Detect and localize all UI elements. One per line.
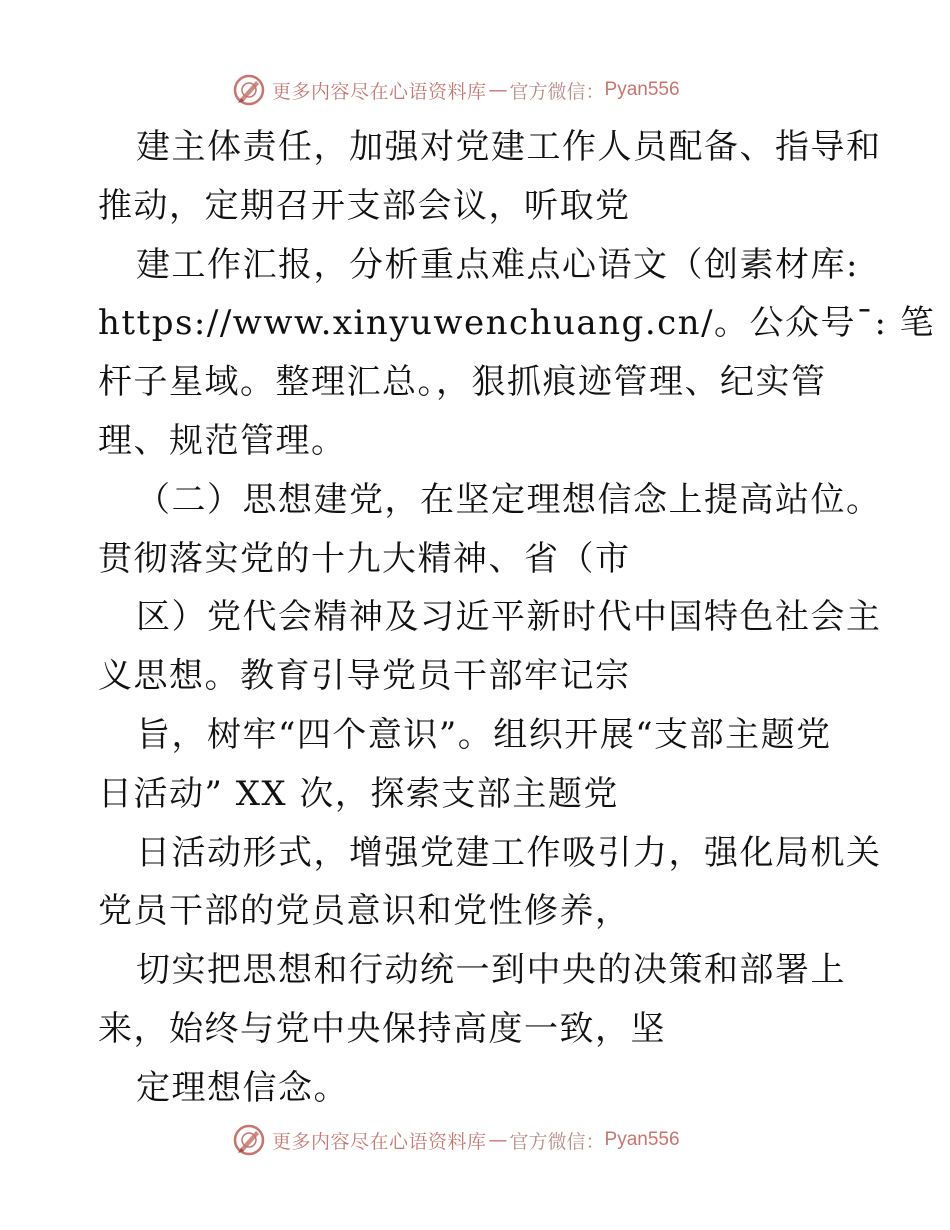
text-line: 日活动” XX 次，探索支部主题党 xyxy=(98,773,619,814)
watermark-wechat-label: 官方微信： xyxy=(509,80,605,103)
text-line: 切实把思想和行动统一到中央的决策和部署上 xyxy=(136,950,846,991)
text-line: 建主体责任，加强对党建工作人员配备、指导和 xyxy=(136,127,882,167)
watermark-site-text: 更多内容尽在心语资料库 xyxy=(272,1130,487,1153)
watermark-wechat-id: Pyan556 xyxy=(604,1129,680,1150)
pen-logo-icon xyxy=(232,73,266,107)
pen-logo-icon xyxy=(232,1123,266,1157)
watermark-dash: — xyxy=(488,1129,508,1151)
text-line: （二）思想建党，在坚定理想信念上提高站位。 xyxy=(136,479,882,520)
text-line: 区）党代会精神及习近平新时代中国特色社会主 xyxy=(136,597,882,638)
text-line: https://www.xinyuwenchuang.cn/。公众号¯: 笔 xyxy=(98,303,936,344)
text-line: 旨，树牢“四个意识”。组织开展“支部主题党 xyxy=(136,714,832,755)
header-watermark xyxy=(232,72,680,108)
text-line: 来，始终与党中央保持高度一致，坚 xyxy=(98,1008,666,1049)
text-line: 杆子星域。整理汇总。，狠抓痕迹管理、纪实管 xyxy=(98,362,827,403)
text-line: 建工作汇报，分析重点难点心语文（创素材库: xyxy=(136,244,859,285)
watermark-site-text: 更多内容尽在心语资料库 xyxy=(272,80,487,103)
text-line: 推动，定期召开支部会议，听取党 xyxy=(98,185,631,226)
text-line: 定理想信念。 xyxy=(136,1067,349,1108)
watermark-dash: — xyxy=(488,79,508,101)
text-line: 贯彻落实党的十九大精神、省（市 xyxy=(98,538,631,579)
text-line: 党员干部的党员意识和党性修养， xyxy=(98,891,631,932)
footer-watermark xyxy=(232,1122,680,1158)
watermark-wechat-id: Pyan556 xyxy=(604,79,680,100)
body-text xyxy=(98,118,936,1118)
text-line: 日活动形式，增强党建工作吸引力，强化局机关 xyxy=(136,832,882,873)
text-line: 义思想。教育引导党员干部牢记宗 xyxy=(98,656,631,697)
watermark-wechat-label: 官方微信： xyxy=(509,1130,605,1153)
text-line: 理、规范管理。 xyxy=(98,420,347,461)
